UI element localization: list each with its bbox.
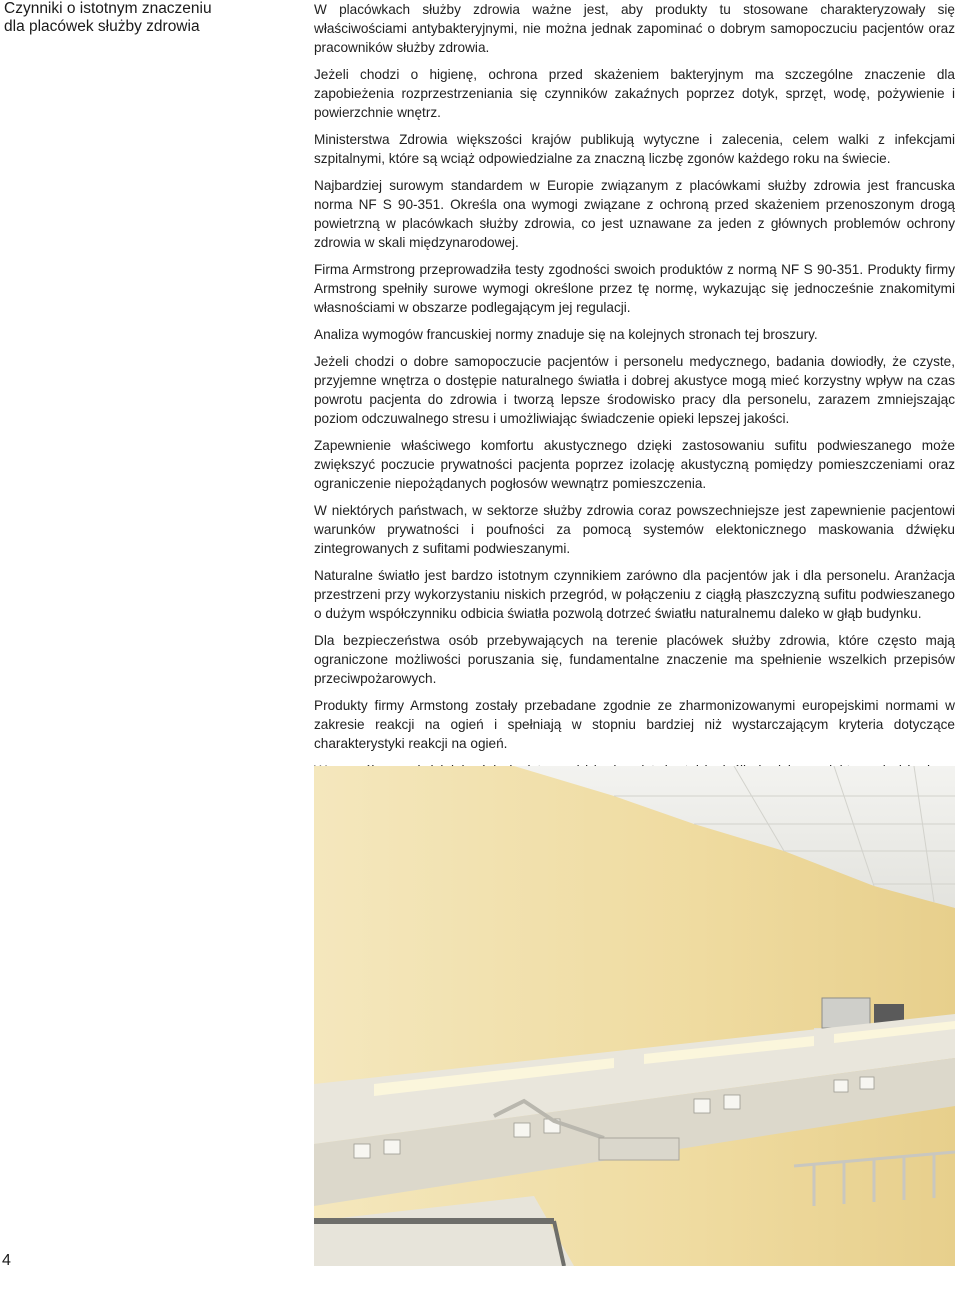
hospital-room-photo xyxy=(314,766,955,1266)
paragraph: Jeżeli chodzi o higienę, ochrona przed skażeniem bakteryjnym ma szczególne znaczenie dla zapobieżenia rozprzestrzeniania się czynników zakaźnych poprzez dotyk, sprzęt, wodę, pożywienie i powierzchnie wnętrz. xyxy=(314,67,955,120)
section-heading xyxy=(4,0,244,36)
paragraph: W niektórych państwach, w sektorze służby zdrowia coraz powszechniejsze jest zapewnienie pacjentowi warunków prywatności i poufności za pomocą systemów elektonicznego maskowania dźwięku zintegrowanych z sufitami podwieszanymi. xyxy=(314,503,955,556)
paragraph: Zapewnienie właściwego komfortu akustycznego dzięki zastosowaniu sufitu podwieszanego może zwiększyć poczucie prywatności pacjenta poprzez izolację akustyczną pomiędzy pomieszczeniami oraz ograniczenie niepożądanych pogłosów wewnątrz pomieszczenia. xyxy=(314,438,955,491)
paragraph: Firma Armstrong przeprowadziła testy zgodności swoich produktów z normą NF S 90-351. Produkty firmy Armstrong spełniły surowe wymogi określone przez tę normę, wykazując się jednocześnie znakomitymi własnościami w obszarze podlegającym jej regulacji. xyxy=(314,262,955,315)
paragraph: W placówkach służby zdrowia ważne jest, aby produkty tu stosowane charakteryzowały się właściwościami antybakteryjnymi, nie można jednak zapominać o dobrym samopoczuciu pacjentów oraz pracowników służby zdrowia. xyxy=(314,2,955,55)
paragraph: Jeżeli chodzi o dobre samopoczucie pacjentów i personelu medycznego, badania dowiodły, że czyste, przyjemne wnętrza o dostępie naturalnego światła i dobrej akustyce mogą mieć korzystny wpływ na czas powrotu pacjenta do zdrowia i tworzą lepsze środowisko pracy dla personelu, zarazem zmniejszając poziom odczuwalnego stresu i umożliwiając świadczenie opieki lepszej jakości. xyxy=(314,354,955,426)
paragraph: Ministerstwa Zdrowia większości krajów publikują wytyczne i zalecenia, celem walki z infekcjami szpitalnymi, które są wciąż odpowiedzialne za znaczną liczbę zgonów każdego roku na świecie. xyxy=(314,132,955,166)
article-body xyxy=(314,0,955,807)
section-heading-line-1: Czynniki o istotnym znaczeniu xyxy=(4,0,212,17)
tray-table xyxy=(599,1138,679,1160)
paragraph: Dla bezpieczeństwa osób przebywających na terenie placówek służby zdrowia, które często mają ograniczone możliwości poruszania się, fundamentalne znaczenie ma spełnienie wszelkich przepisów przeciwpożarowych. xyxy=(314,633,955,686)
page-number: 4 xyxy=(2,1252,11,1269)
paragraph: Naturalne światło jest bardzo istotnym czynnikiem zarówno dla pacjentów jak i dla personelu. Aranżacja przestrzeni przy wykorzystaniu niskich przegród, w połączeniu z ciągłą płaszczyzną sufitu podwieszanego o dużym współczynniku odbicia światła pozwolą dotrzeć światłu naturalnemu daleko w głąb budynku. xyxy=(314,568,955,621)
section-heading-line-2: dla placówek służby zdrowia xyxy=(4,18,200,35)
monitor-device xyxy=(822,998,870,1028)
bed-rail xyxy=(314,1218,554,1224)
paragraph: Analiza wymogów francuskiej normy znaduje się na kolejnych stronach tej broszury. xyxy=(314,327,818,342)
paragraph: Najbardziej surowym standardem w Europie związanym z placówkami służby zdrowia jest francuska norma NF S 90-351. Określa ona wymogi związane z ochroną przed skażeniem przenoszonym drogą powietrzną w placówkach służby zdrowia, co jest uznawane za jeden z głównych problemów ochrony zdrowia w skali międzynarodowej. xyxy=(314,178,955,250)
paragraph: Produkty firmy Armstong zostały przebadane zgodnie ze zharmonizowanymi europejskimi normami w zakresie reakcji na ogień i spełniają w stopniu bardziej niż wystarczającym kryteria dotyczące charakterystyki reakcji na ogień. xyxy=(314,698,955,751)
